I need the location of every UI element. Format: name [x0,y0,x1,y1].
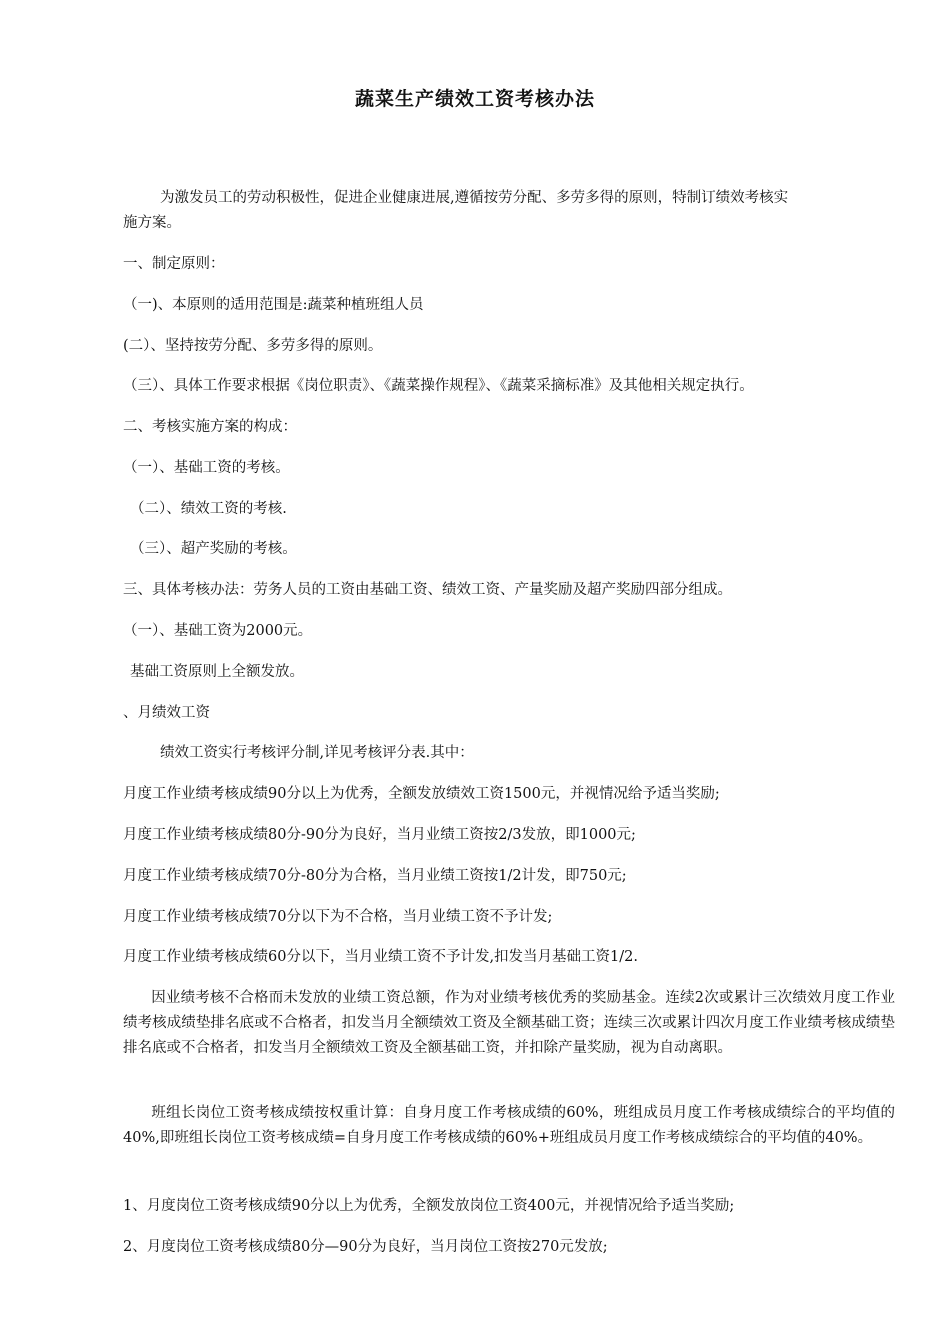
section-3-heading: 三、具体考核办法：劳务人员的工资由基础工资、绩效工资、产量奖励及超产奖励四部分组成。 [123,582,732,598]
section-2-item-3: （三）、超产奖励的考核。 [130,541,297,557]
post-rule-1: 1、月度岗位工资考核成绩90分以上为优秀，全额发放岗位工资400元，并视情况给予适当奖励; [123,1198,735,1214]
penalty-paragraph-text: 因业绩考核不合格而未发放的业绩工资总额，作为对业绩考核优秀的奖励基金。连续2次或累计三次绩效月度工作业绩考核成绩垫排名底或不合格者，扣发当月全额绩效工资及全额基础工资；连续三次或累计四次月度工作业绩考核成绩垫排名底或不合格者，扣发当月全额绩效工资及全额基础工资，并扣除产量奖励，视为自动离职。 [123,990,895,1056]
performance-rule-5: 月度工作业绩考核成绩60分以下，当月业绩工资不予计发,扣发当月基础工资1/2. [123,949,639,965]
section-3-item-2: 、月绩效工资 [123,705,210,721]
performance-intro: 绩效工资实行考核评分制,详见考核评分表.其中： [160,745,474,761]
section-2-item-1: （一）、基础工资的考核。 [123,460,290,476]
intro-line-2: 施方案。 [123,215,181,231]
performance-rule-4: 月度工作业绩考核成绩70分以下为不合格，当月业绩工资不予计发; [123,909,553,925]
section-2-heading: 二、考核实施方案的构成： [123,419,297,435]
section-3-item-1-note: 基础工资原则上全额发放。 [130,664,304,680]
performance-rule-1: 月度工作业绩考核成绩90分以上为优秀，全额发放绩效工资1500元，并视情况给予适当奖励; [123,786,720,802]
section-1-item-3: （三）、具体工作要求根据《岗位职责》、《蔬菜操作规程》、《蔬菜采摘标准》及其他相关规定执行。 [123,378,754,394]
section-1-heading: 一、制定原则： [123,256,225,272]
performance-rule-2: 月度工作业绩考核成绩80分-90分为良好，当月业绩工资按2/3发放，即1000元; [123,827,636,843]
post-rule-2: 2、月度岗位工资考核成绩80分—90分为良好，当月岗位工资按270元发放; [123,1239,608,1255]
document-title: 蔬菜生产绩效工资考核办法 [354,88,595,110]
leader-paragraph-text: 班组长岗位工资考核成绩按权重计算：自身月度工作考核成绩的60%，班组成员月度工作考核成绩综合的平均值的40%,即班组长岗位工资考核成绩=自身月度工作考核成绩的60%+班组成员月度工作考核成绩综合的平均值的40%。 [123,1105,895,1146]
section-3-item-1: （一）、基础工资为2000元。 [123,623,313,639]
penalty-paragraph [123,986,895,1061]
section-1-item-2: (二）、坚持按劳分配、多劳多得的原则。 [123,338,383,354]
section-1-item-1: （一)、本原则的适用范围是:蔬菜种植班组人员 [123,297,424,313]
leader-paragraph [123,1101,895,1151]
section-2-item-2: （二）、绩效工资的考核. [130,501,287,517]
intro-line-1: 为激发员工的劳动积极性，促进企业健康进展,遵循按劳分配、多劳多得的原则，特制订绩效考核实 [160,190,789,206]
performance-rule-3: 月度工作业绩考核成绩70分-80分为合格，当月业绩工资按1/2计发，即750元; [123,868,627,884]
